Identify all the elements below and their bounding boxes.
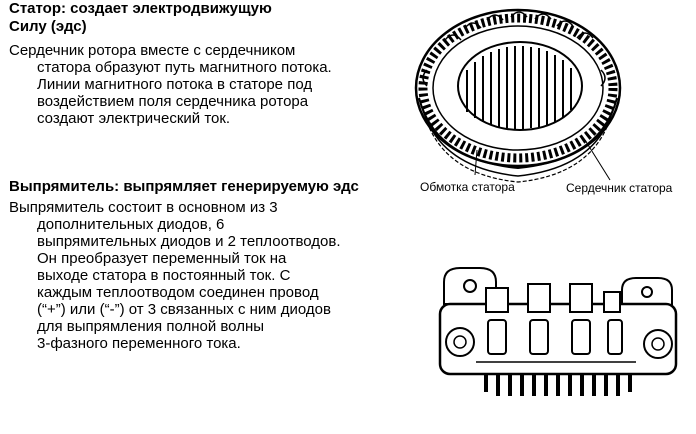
stator-text-line: воздействием поля сердечника ротора xyxy=(37,93,309,110)
stator-heading-line-2: Силу (эдс) xyxy=(9,18,87,35)
stator-text-line: Сердечник ротора вместе с сердечником xyxy=(9,42,296,59)
rectifier-text-line: Он преобразует переменный ток на xyxy=(37,250,287,267)
rectifier-text-line: 3-фазного переменного тока. xyxy=(37,335,241,352)
rectifier-text-line: (“+”) или (“-”) от 3 связанных с ним диодов xyxy=(37,301,331,318)
rectifier-text-line: выходе статора в постоянный ток. С xyxy=(37,267,291,284)
rectifier-heading xyxy=(9,178,359,196)
stator-heading-line-1: Статор: создает электродвижущую xyxy=(9,0,272,17)
rectifier-description xyxy=(9,199,341,352)
stator-illustration xyxy=(405,0,696,185)
rectifier-text-line: дополнительных диодов, 6 xyxy=(37,216,225,233)
rectifier-text-line: Выпрямитель состоит в основном из 3 xyxy=(9,199,278,216)
rectifier-text-line: выпрямительных диодов и 2 теплоотводов. xyxy=(37,233,341,250)
rectifier-text-line: для выпрямления полной волны xyxy=(37,318,265,335)
stator-text-line: статора образуют путь магнитного потока. xyxy=(37,59,332,76)
rectifier-text-line: каждым теплоотводом соединен провод xyxy=(37,284,319,301)
rectifier-heading-text: Выпрямитель: выпрямляет генерируемую эдс xyxy=(9,178,359,195)
stator-heading xyxy=(9,0,272,36)
stator-core-label: Сердечник статора xyxy=(566,181,673,195)
stator-description xyxy=(9,42,332,127)
stator-text-line: Линии магнитного потока в статоре под xyxy=(37,76,313,93)
stator-winding-label: Обмотка статора xyxy=(420,180,515,194)
stator-text-line: создают электрический ток. xyxy=(37,110,231,127)
rectifier-illustration xyxy=(436,262,684,432)
